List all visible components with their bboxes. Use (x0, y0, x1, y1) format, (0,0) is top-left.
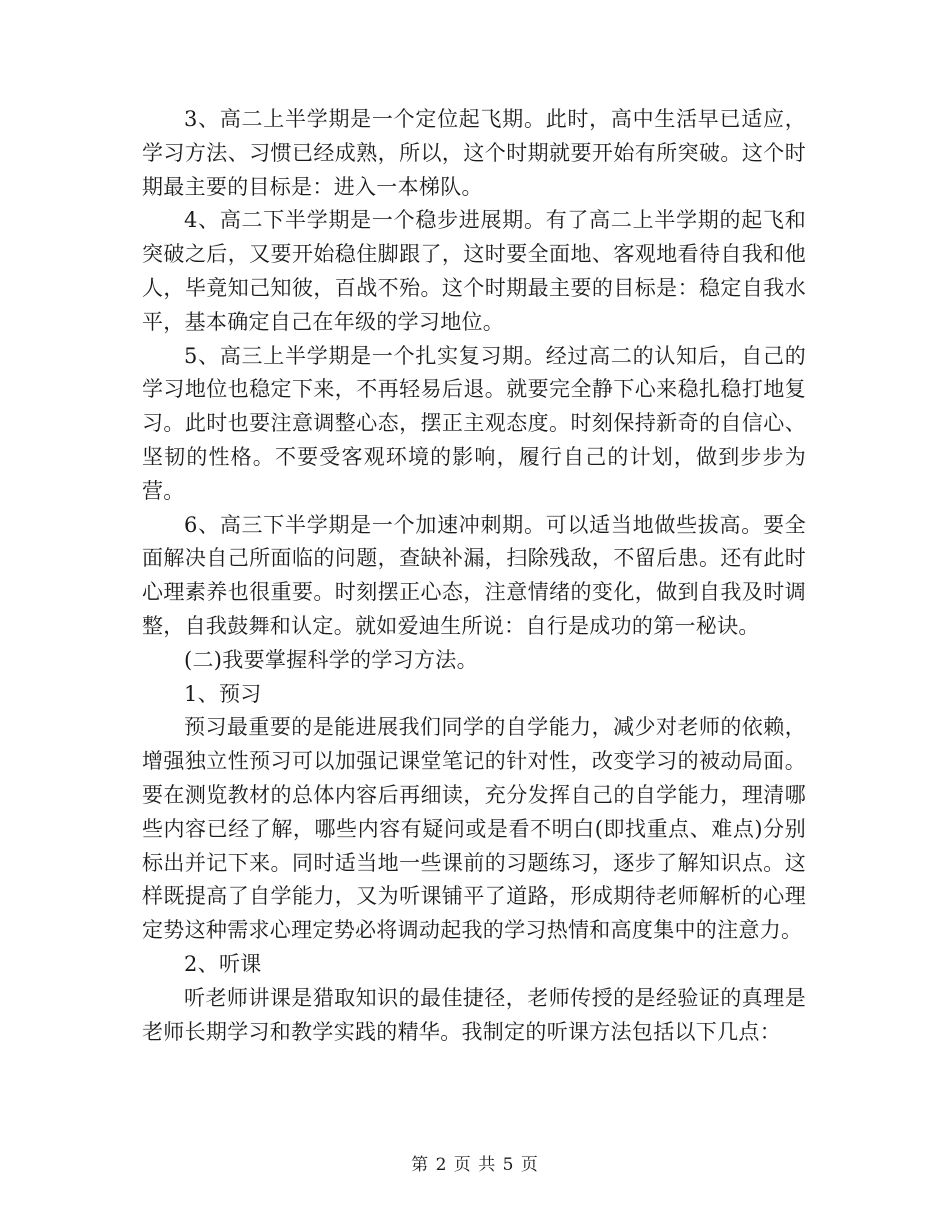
paragraph-stage-4: 4、高二下半学期是一个稳步进展期。有了高二上半学期的起飞和突破之后，又要开始稳住脚跟了，这时要全面地、客观地看待自我和他人，毕竟知己知彼，百战不殆。这个时期最主要的目标是：稳定自我水平，基本确定自己在年级的学习地位。 (142, 208, 806, 334)
paragraph-preview: 预习最重要的是能进展我们同学的自学能力，减少对老师的依赖，增强独立性预习可以加强记课堂笔记的针对性，改变学习的被动局面。要在测览教材的总体内容后再细读，充分发挥自己的自学能力，理清哪些内容已经了解，哪些内容有疑问或是看不明白(即找重点、难点)分别标出并记下来。同时适当地一些课前的习题练习，逐步了解知识点。这样既提高了自学能力，又为听课铺平了道路，形成期待老师解析的心理定势这种需求心理定势必将调动起我的学习热情和高度集中的注意力。 (142, 715, 806, 943)
document-body (142, 103, 806, 1049)
paragraph-stage-6: 6、高三下半学期是一个加速冲刺期。可以适当地做些拔高。要全面解决自己所面临的问题，查缺补漏，扫除残敌，不留后患。还有此时心理素养也很重要。时刻摆正心态，注意情绪的变化，做到自我及时调整，自我鼓舞和认定。就如爱迪生所说：自行是成功的第一秘诀。 (142, 512, 806, 638)
paragraph-listening: 听老师讲课是猎取知识的最佳捷径，老师传授的是经验证的真理是老师长期学习和教学实践的精华。我制定的听课方法包括以下几点： (142, 985, 806, 1044)
subheading-listening: 2、听课 (184, 951, 262, 976)
page-number-footer: 第 2 页 共 5 页 (411, 1155, 539, 1175)
paragraph-stage-3: 3、高二上半学期是一个定位起飞期。此时，高中生活早已适应，学习方法、习惯已经成熟，所以，这个时期就要开始有所突破。这个时期最主要的目标是：进入一本梯队。 (142, 107, 806, 199)
section-heading-study-methods: (二)我要掌握科学的学习方法。 (184, 647, 478, 672)
subheading-preview: 1、预习 (184, 681, 262, 706)
paragraph-stage-5: 5、高三上半学期是一个扎实复习期。经过高二的认知后，自己的学习地位也稳定下来，不再轻易后退。就要完全静下心来稳扎稳打地复习。此时也要注意调整心态，摆正主观态度。时刻保持新奇的自信心、坚韧的性格。不要受客观环境的影响，履行自己的计划，做到步步为营。 (142, 343, 806, 503)
